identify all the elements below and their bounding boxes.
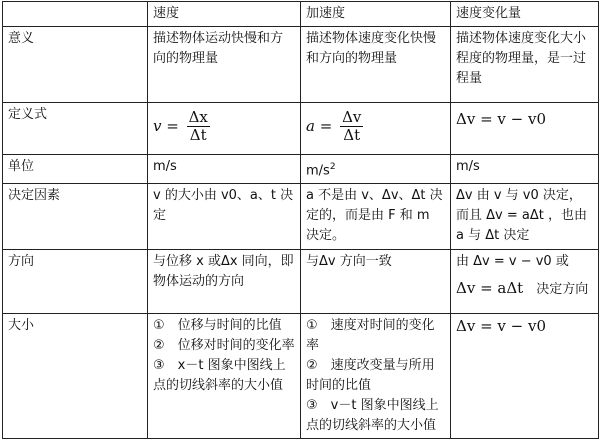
formula-lhs: v <box>153 116 162 135</box>
cell-acceleration-definition: a = $\frac{\Delta v}{\Delta t}$ <box>301 103 451 155</box>
cell-velocity-definition: v = $\frac{\Delta x}{\Delta t}$ <box>148 103 301 155</box>
formula: Δv = aΔt <box>456 279 524 298</box>
header-corner <box>3 2 148 27</box>
header-row <box>3 2 599 27</box>
cell-acceleration-direction: 与Δv 方向一致 <box>301 250 451 314</box>
cell-change-meaning: 描述物体速度变化大小程度的物理量，是一过程量 <box>451 27 599 103</box>
cell-acceleration-unit <box>301 155 451 184</box>
row-unit <box>3 155 599 184</box>
fraction-denominator: Δt <box>189 126 207 144</box>
header-acceleration: 加速度 <box>301 2 451 27</box>
list-item: ① 位移与时间的比值 <box>153 318 282 334</box>
cell-change-magnitude <box>451 314 599 439</box>
direction-line-1: 由 Δv = v − v0 或 <box>456 254 569 270</box>
cell-velocity-direction: 与位移 x 或Δx 同向，即物体运动的方向 <box>148 250 301 314</box>
fraction-numerator: Δx <box>188 108 208 126</box>
formula: Δv = v − v0 <box>456 317 547 336</box>
list-item: ② 速度改变量与所用时间的比值 <box>306 358 435 394</box>
cell-change-definition <box>451 103 599 155</box>
row-label: 方向 <box>3 250 148 314</box>
cell-acceleration-factors: a 不是由 v、Δv、Δt 决定的，而是由 F 和 m 决定。 <box>301 184 451 250</box>
list-item: ② 位移对时间的变化率 <box>153 338 295 354</box>
cell-velocity-magnitude <box>148 314 301 439</box>
row-label: 决定因素 <box>3 184 148 250</box>
cell-velocity-meaning: 描述物体运动快慢和方向的物理量 <box>148 27 301 103</box>
row-factors <box>3 184 599 250</box>
fraction <box>187 109 210 144</box>
formula: Δv = v − v0 <box>456 110 547 128</box>
cell-change-factors: Δv 由 v 与 v0 决定，而且 Δv = aΔt ，也由 a 与 Δt 决定 <box>451 184 599 250</box>
row-direction <box>3 250 599 314</box>
cell-acceleration-meaning: 描述物体速度变化快慢和方向的物理量 <box>301 27 451 103</box>
list-item: ③ v－t 图象中图线上点的切线斜率的大小值 <box>306 398 439 434</box>
direction-line-2 <box>456 278 593 300</box>
cell-velocity-unit: m/s <box>148 155 301 184</box>
fraction-denominator: Δt <box>343 126 361 144</box>
row-magnitude <box>3 314 599 439</box>
row-definition <box>3 103 599 155</box>
row-label: 定义式 <box>3 103 148 155</box>
cell-change-unit: m/s <box>451 155 599 184</box>
formula-lhs: a <box>306 116 315 135</box>
row-label: 单位 <box>3 155 148 184</box>
header-velocity-change: 速度变化量 <box>451 2 599 27</box>
row-label: 意义 <box>3 27 148 103</box>
header-velocity: 速度 <box>148 2 301 27</box>
direction-suffix: 决定方向 <box>536 282 589 298</box>
cell-acceleration-magnitude <box>301 314 451 439</box>
cell-velocity-factors: v 的大小由 v0、a、t 决定 <box>148 184 301 250</box>
list-item: ① 速度对时间的变化率 <box>306 318 435 354</box>
fraction <box>340 109 363 144</box>
row-label: 大小 <box>3 314 148 439</box>
unit-exponent: 2 <box>329 162 336 172</box>
row-meaning <box>3 27 599 103</box>
unit-text: m/s <box>306 163 330 179</box>
fraction-numerator: Δv <box>342 108 362 126</box>
cell-change-direction <box>451 250 599 314</box>
list-item: ③ x－t 图象中图线上点的切线斜率的大小值 <box>153 358 286 394</box>
comparison-table <box>2 1 599 439</box>
